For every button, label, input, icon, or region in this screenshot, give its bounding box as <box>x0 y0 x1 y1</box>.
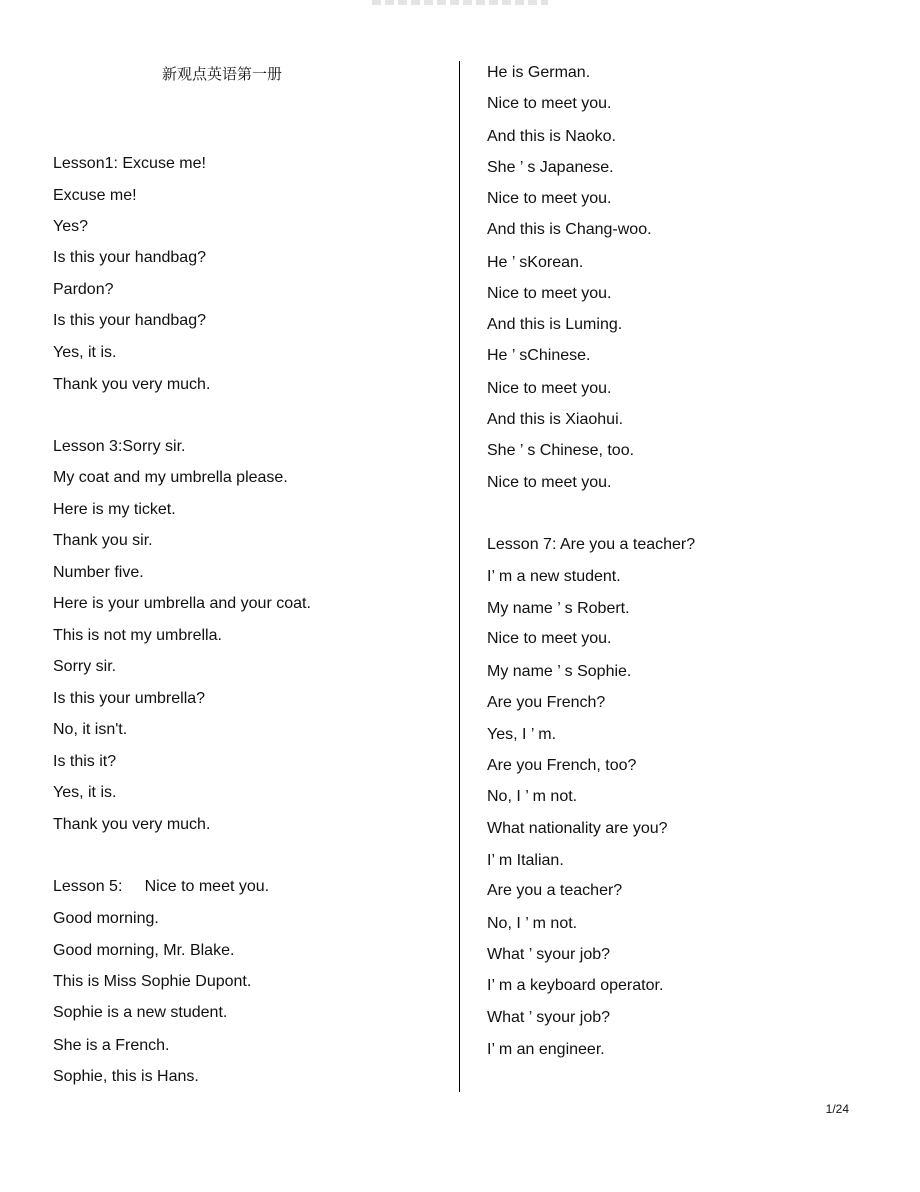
left-line: Is this your handbag? <box>53 249 206 266</box>
right-line: My name ’ s Sophie. <box>487 663 632 680</box>
left-line: Yes, it is. <box>53 784 117 801</box>
left-line: This is not my umbrella. <box>53 627 222 644</box>
left-line: Lesson1: Excuse me! <box>53 155 206 172</box>
left-line: Good morning, Mr. Blake. <box>53 942 235 959</box>
right-line: No, I ’ m not. <box>487 788 578 805</box>
right-line: Are you a teacher? <box>487 882 623 899</box>
right-line: And this is Chang-woo. <box>487 221 652 238</box>
right-line: And this is Luming. <box>487 316 623 333</box>
right-line: What ’ syour job? <box>487 946 611 963</box>
left-line: My coat and my umbrella please. <box>53 469 288 486</box>
left-line: Thank you sir. <box>53 532 153 549</box>
left-line: Pardon? <box>53 281 114 298</box>
right-line: He ’ sChinese. <box>487 347 591 364</box>
left-line: She is a French. <box>53 1037 170 1054</box>
right-line: Yes, I ’ m. <box>487 726 557 743</box>
right-line: She ’ s Chinese, too. <box>487 442 635 459</box>
right-line: I’ m a new student. <box>487 568 621 585</box>
page-number: 1/24 <box>825 1102 849 1116</box>
left-line: Lesson 3:Sorry sir. <box>53 438 186 455</box>
left-line: Yes, it is. <box>53 344 117 361</box>
left-line: Is this your handbag? <box>53 312 206 329</box>
right-line: Nice to meet you. <box>487 380 612 397</box>
right-line: Are you French, too? <box>487 757 637 774</box>
header-strip <box>372 0 548 5</box>
right-line: Are you French? <box>487 694 606 711</box>
left-line: Here is my ticket. <box>53 501 176 518</box>
left-line: Thank you very much. <box>53 376 211 393</box>
right-line: He ’ sKorean. <box>487 254 584 271</box>
left-line: Sophie, this is Hans. <box>53 1068 199 1085</box>
left-line: Sophie is a new student. <box>53 1004 228 1021</box>
left-line: Good morning. <box>53 910 159 927</box>
document-title: 新观点英语第一册 <box>161 65 282 83</box>
right-line: I’ m Italian. <box>487 852 564 869</box>
right-line: I’ m an engineer. <box>487 1041 605 1058</box>
right-line: Nice to meet you. <box>487 474 612 491</box>
left-line: Is this it? <box>53 753 117 770</box>
right-line: Nice to meet you. <box>487 95 612 112</box>
right-line: What nationality are you? <box>487 820 668 837</box>
right-line: Nice to meet you. <box>487 630 612 647</box>
right-line: Nice to meet you. <box>487 285 612 302</box>
left-line: Is this your umbrella? <box>53 690 206 707</box>
right-line: My name ’ s Robert. <box>487 600 630 617</box>
left-line: Sorry sir. <box>53 658 117 675</box>
right-line: Nice to meet you. <box>487 190 612 207</box>
left-line: Number five. <box>53 564 144 581</box>
right-line: I’ m a keyboard operator. <box>487 977 664 994</box>
right-line: He is German. <box>487 64 591 81</box>
right-line: Lesson 7: Are you a teacher? <box>487 536 696 553</box>
right-line: And this is Xiaohui. <box>487 411 624 428</box>
left-line: No, it isn't. <box>53 721 128 738</box>
left-line: Lesson 5: Nice to meet you. <box>53 878 270 895</box>
left-line: Here is your umbrella and your coat. <box>53 595 311 612</box>
right-line: What ’ syour job? <box>487 1009 611 1026</box>
right-line: She ’ s Japanese. <box>487 159 614 176</box>
left-line: Excuse me! <box>53 187 137 204</box>
left-line: Thank you very much. <box>53 816 211 833</box>
left-line: This is Miss Sophie Dupont. <box>53 973 252 990</box>
column-divider <box>459 61 460 1092</box>
right-line: And this is Naoko. <box>487 128 616 145</box>
left-line: Yes? <box>53 218 88 235</box>
right-line: No, I ’ m not. <box>487 915 578 932</box>
